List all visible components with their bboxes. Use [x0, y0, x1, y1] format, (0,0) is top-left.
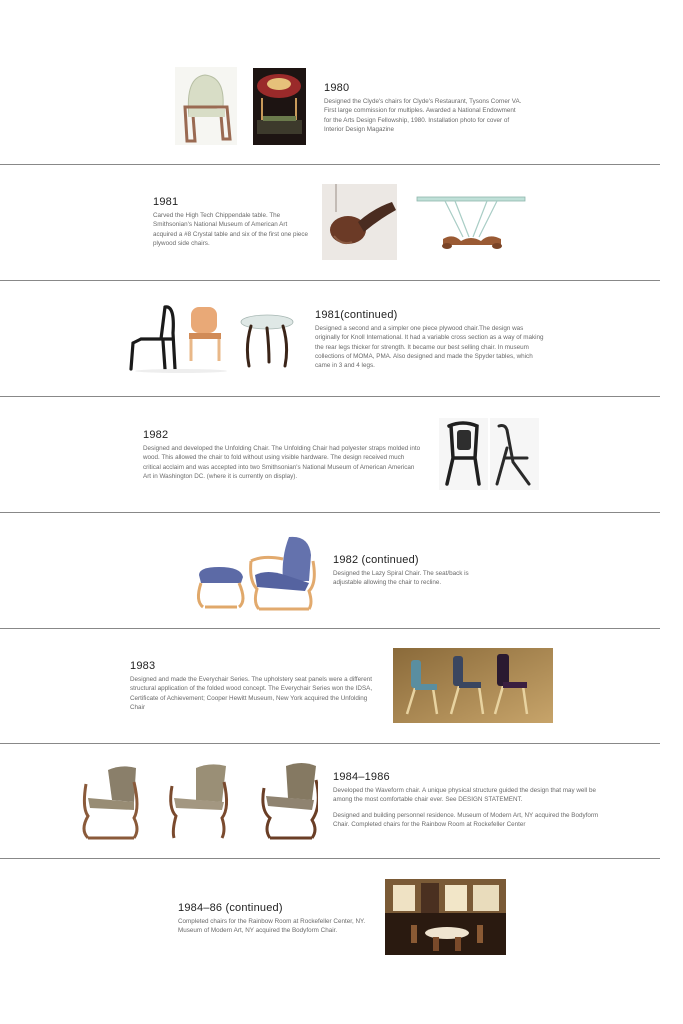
entry-year: 1984–1986: [333, 771, 390, 783]
everychair-series-photo: [393, 648, 553, 723]
entry-description: Developed the Waveform chair. A unique physical structure guided the design that may well be among the most comfortable chair ever. See DESIGN STATEMENT.: [333, 787, 596, 804]
section-divider: [0, 512, 660, 513]
unfolding-chair-photo: [439, 418, 539, 490]
spyder-table-photo: [237, 310, 297, 370]
entry-year: 1981: [153, 196, 179, 208]
entry-description: Designed the Clyde's chairs for Clyde's Restaurant, Tysons Corner VA. First large commission for multiples. Awarded a National Endowment for the Arts Design Fellowship, 1980. Installation photo for cover of Interior Design Magazine: [324, 98, 522, 133]
clydes-chair-photo: [175, 67, 237, 145]
section-divider: [0, 396, 660, 397]
entry-description-secondary: Designed and building personnel residence. Museum of Modern Art, NY acquired the Bodyform Chair. Completed chairs for the Rainbow Room at Rockefeller Center: [333, 811, 599, 828]
entry-year: 1982 (continued): [333, 554, 419, 566]
crystal-table-photo: [415, 193, 527, 253]
section-divider: [0, 164, 660, 165]
plywood-chairs-photo: [121, 303, 227, 375]
entry-description: Designed the Lazy Spiral Chair. The seat/back is adjustable allowing the chair to recline.: [333, 570, 469, 587]
entry-description: Completed chairs for the Rainbow Room at Rockefeller Center, NY. Museum of Modern Art, NY acquired the Bodyform Chair.: [178, 918, 366, 935]
section-divider: [0, 280, 660, 281]
entry-year: 1983: [130, 660, 156, 672]
section-divider: [0, 858, 660, 859]
section-divider: [0, 628, 660, 629]
entry-description: Designed a second and a simpler one piece plywood chair.The design was originally for Knoll International. It had a variable cross section as a way of making the rear legs thicker for strength. It became our best selling chair. In museum collections of MOMA, PMA. Also designed and made the Spyder tables, which came in 3 and 4 legs.: [315, 325, 544, 370]
section-divider: [0, 743, 660, 744]
entry-year: 1980: [324, 82, 350, 94]
entry-description: Carved the High Tech Chippendale table. The Smithsonian's National Museum of American Art acquired a #8 Crystal table and six of the first one piece plywood side chairs.: [153, 212, 309, 247]
lazy-spiral-chair-photo: [193, 531, 321, 613]
entry-year: 1984–86 (continued): [178, 902, 283, 914]
entry-description: Designed and developed the Unfolding Chair. The Unfolding Chair had polyester straps molded into wood. This allowed the chair to fold without using visible hardware. The design received much critical acclaim and was accepted into two Smithsonian's National Museum of American American Art in Washington DC. (where it is currently on display).: [143, 445, 421, 480]
restaurant-interior-photo: [253, 68, 306, 145]
waveform-chairs-photo: [78, 758, 318, 842]
entry-year: 1982: [143, 429, 169, 441]
carved-claw-foot-photo: [322, 184, 397, 260]
rainbow-room-photo: [385, 879, 506, 955]
entry-year: 1981(continued): [315, 309, 398, 321]
entry-description: Designed and made the Everychair Series. The upholstery seat panels were a different structural application of the folded wood concept. The Everychair Series won the IDSA, Certificate of Achievement; Cooper Hewitt Museum, New York acquired the Unfolding Chair: [130, 676, 373, 711]
